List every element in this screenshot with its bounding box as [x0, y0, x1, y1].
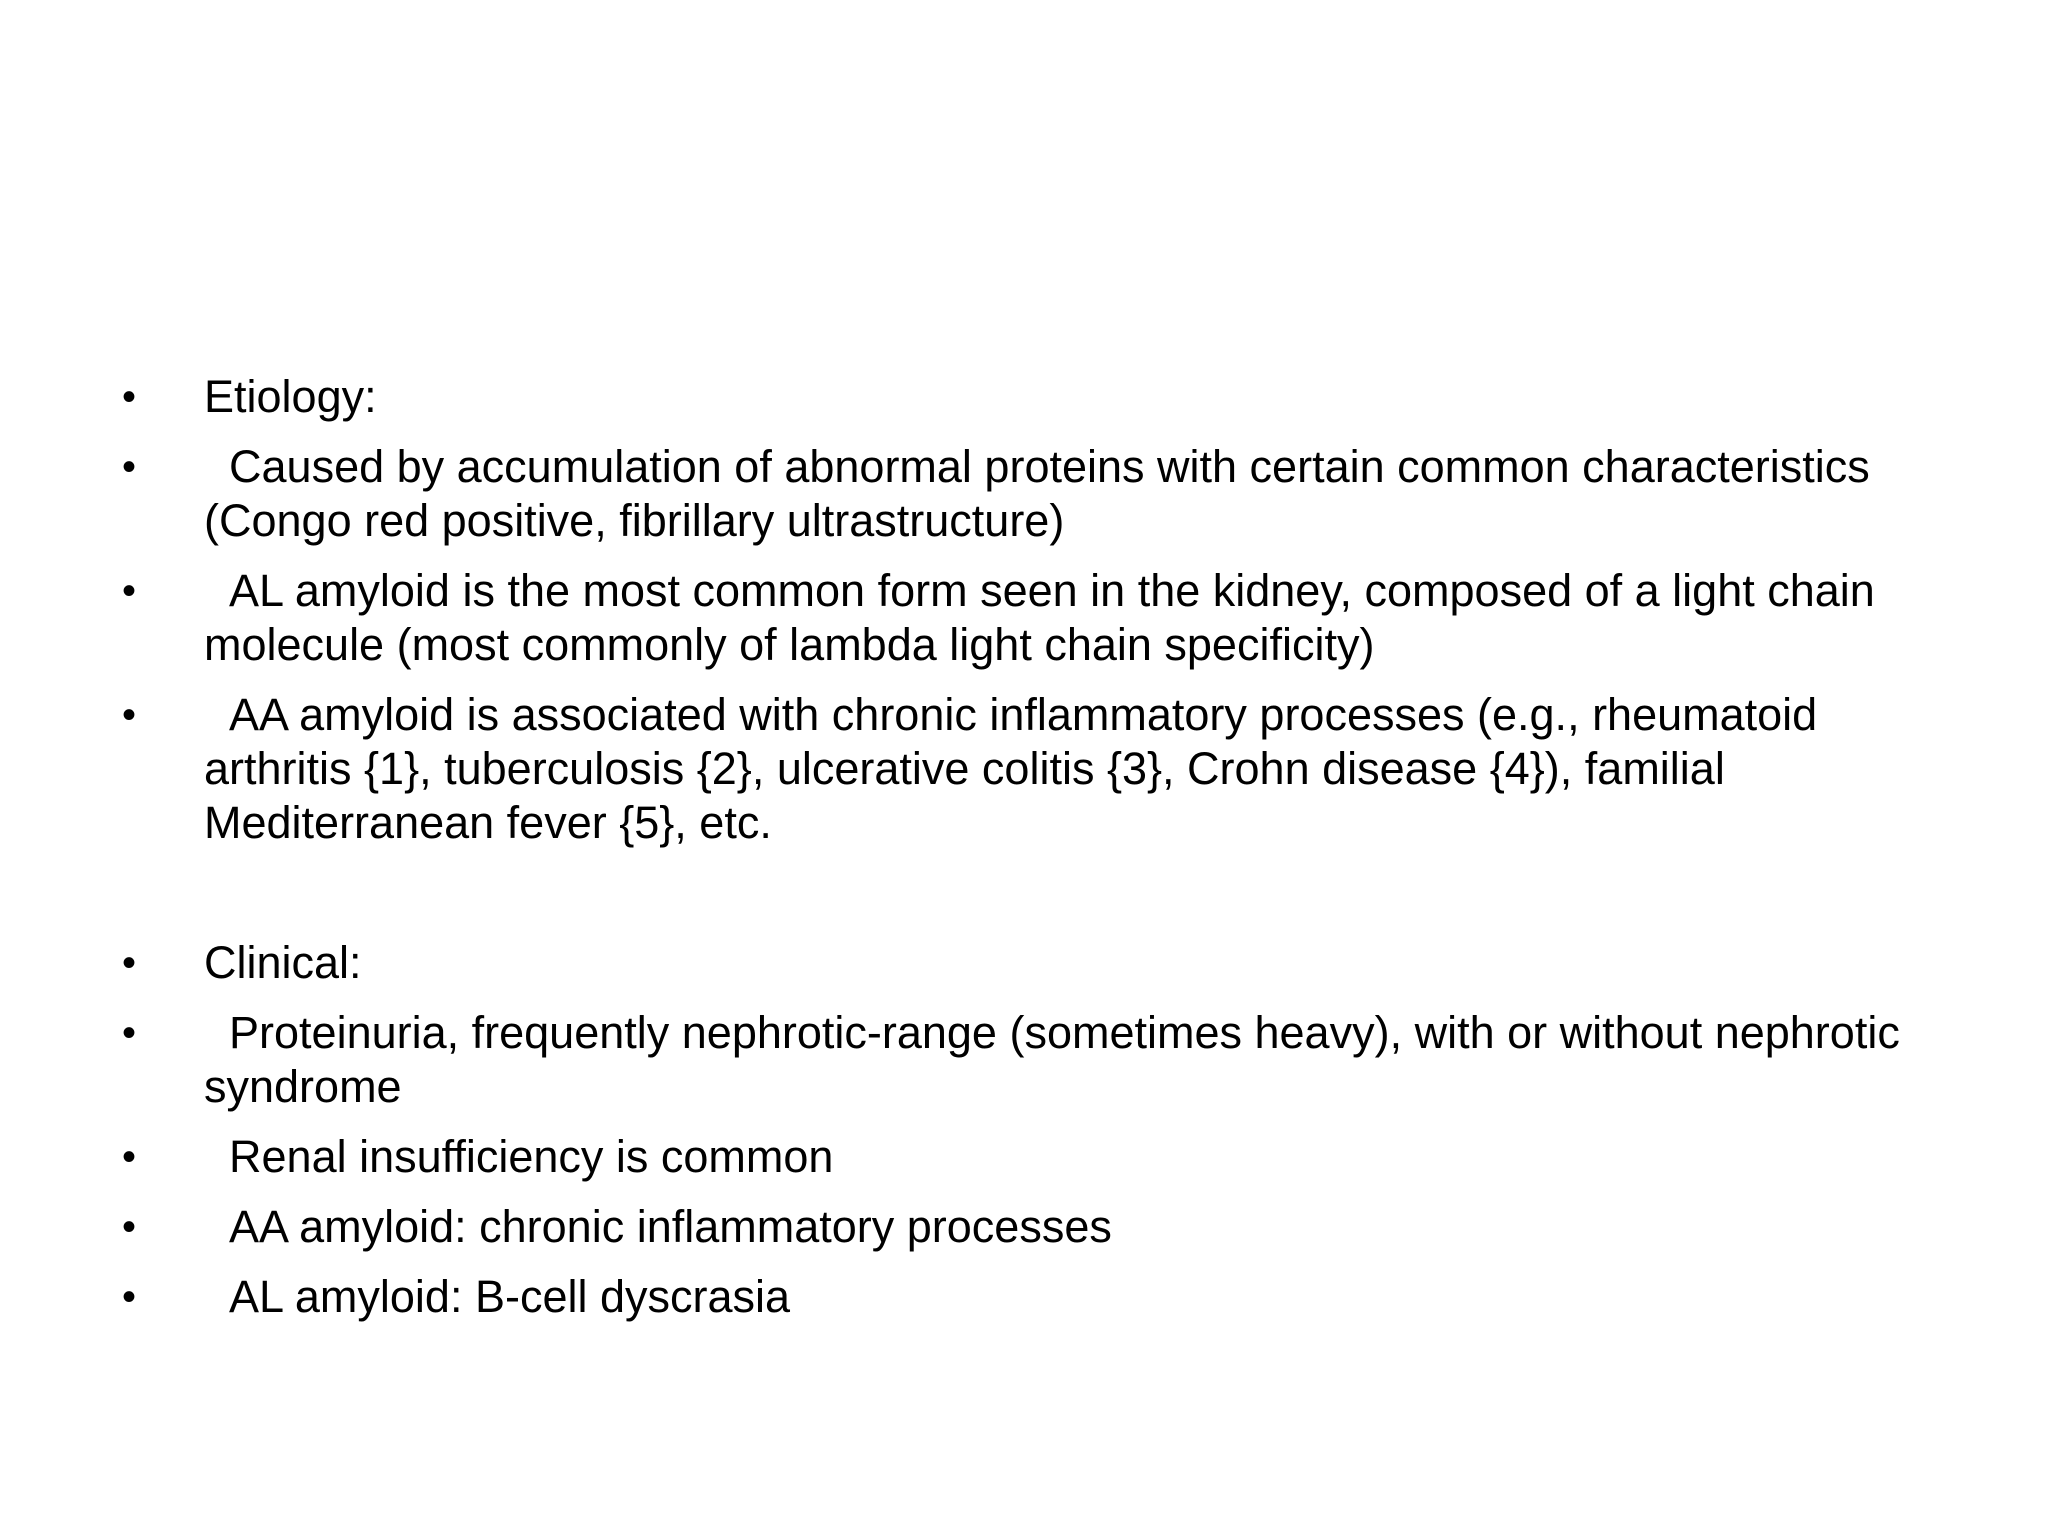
list-item-text: AL amyloid is the most common form seen in the kidney, composed of a light chain molecule (most commonly of lambda light chain specificity) — [204, 565, 1888, 670]
bullet-icon: • — [122, 1135, 137, 1179]
list-item-text: AL amyloid: B-cell dyscrasia — [204, 1271, 791, 1322]
bullet-list — [122, 370, 1922, 1324]
list-item — [122, 564, 1922, 672]
list-item-text: Clinical: — [204, 937, 362, 988]
bullet-icon: • — [122, 375, 137, 419]
list-item — [122, 1006, 1922, 1114]
list-item — [122, 936, 1922, 990]
list-item-text: Proteinuria, frequently nephrotic-range (sometimes heavy), with or without nephrotic syndrome — [204, 1007, 1913, 1112]
slide-content — [122, 370, 1922, 1340]
bullet-icon: • — [122, 1275, 137, 1319]
list-item — [122, 688, 1922, 850]
list-item-text: Caused by accumulation of abnormal proteins with certain common characteristics (Congo red positive, fibrillary ultrastructure) — [204, 441, 1883, 546]
list-item — [122, 1130, 1922, 1184]
bullet-icon: • — [122, 569, 137, 613]
list-item-text: AA amyloid: chronic inflammatory processes — [204, 1201, 1112, 1252]
bullet-icon: • — [122, 1205, 137, 1249]
bullet-icon: • — [122, 693, 137, 737]
list-item — [122, 1200, 1922, 1254]
bullet-icon: • — [122, 445, 137, 489]
bullet-icon: • — [122, 941, 137, 985]
list-item-text: Etiology: — [204, 371, 377, 422]
list-item-text: AA amyloid is associated with chronic inflammatory processes (e.g., rheumatoid arthritis {1}, tuberculosis {2}, ulcerative colitis {3}, Crohn disease {4}), familial Mediterranean fever {5}, etc. — [204, 689, 1830, 848]
list-item — [122, 1270, 1922, 1324]
list-item — [122, 370, 1922, 424]
bullet-icon: • — [122, 1011, 137, 1055]
list-item-text: Renal insufficiency is common — [204, 1131, 834, 1182]
list-item — [122, 440, 1922, 548]
